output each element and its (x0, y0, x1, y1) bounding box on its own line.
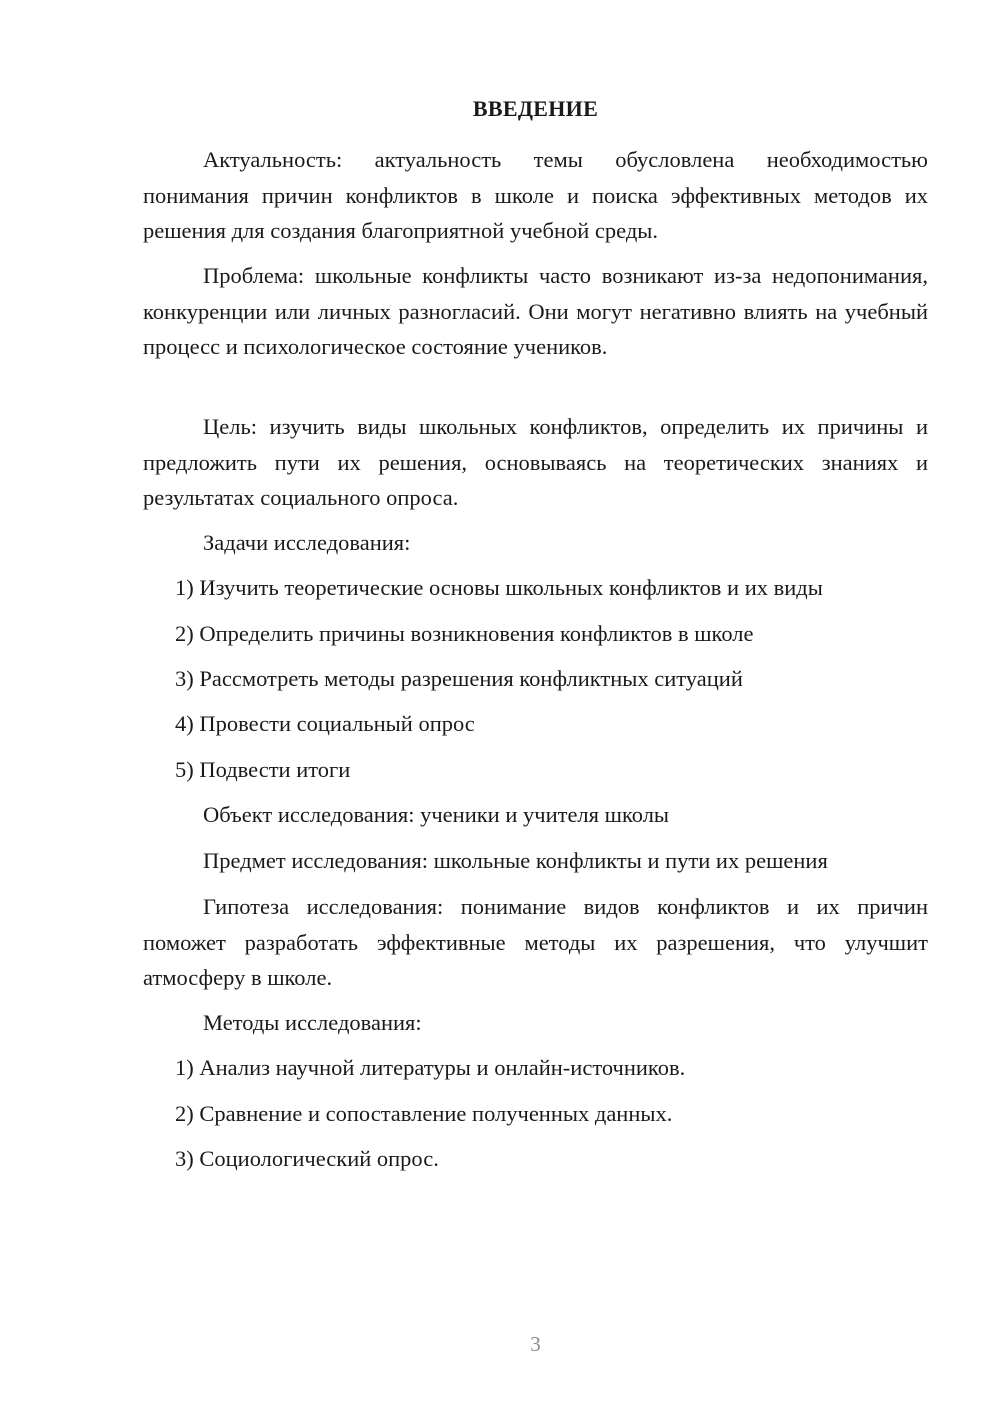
paragraph-relevance: Актуальность: актуальность темы обусловлена необходимостью понимания причин конфликтов в школе и поиска эффективных методов их решения для создания благоприятной учебной среды. (143, 147, 928, 243)
page-number: 3 (530, 1332, 541, 1356)
paragraph-problem: Проблема: школьные конфликты часто возникают из-за недопонимания, конкуренции или личных разногласий. Они могут негативно влиять на учебный процесс и психологическое состояние учеников. (143, 263, 928, 359)
method-item: 2) Сравнение и сопоставление полученных данных. (175, 1101, 673, 1126)
tasks-title: Задачи исследования: (203, 530, 411, 555)
task-item: 4) Провести социальный опрос (175, 711, 475, 736)
task-item: 3) Рассмотреть методы разрешения конфликтных ситуаций (175, 666, 743, 691)
method-item: 1) Анализ научной литературы и онлайн-источников. (175, 1055, 686, 1080)
research-subject: Предмет исследования: школьные конфликты и пути их решения (203, 848, 828, 873)
method-item: 3) Социологический опрос. (175, 1146, 439, 1171)
paragraph-goal: Цель: изучить виды школьных конфликтов, определить их причины и предложить пути их решения, основываясь на теоретических знаниях и результатах социального опроса. (143, 414, 928, 510)
section-heading: ВВЕДЕНИЕ (472, 96, 599, 121)
task-item: 1) Изучить теоретические основы школьных конфликтов и их виды (175, 575, 823, 600)
research-object: Объект исследования: ученики и учителя школы (203, 802, 670, 827)
task-item: 5) Подвести итоги (175, 757, 351, 782)
paragraph-hypothesis: Гипотеза исследования: понимание видов конфликтов и их причин поможет разработать эффективные методы их разрешения, что улучшит атмосферу в школе. (143, 894, 928, 990)
methods-title: Методы исследования: (203, 1010, 422, 1035)
task-item: 2) Определить причины возникновения конфликтов в школе (175, 621, 754, 646)
document-page (143, 0, 928, 1414)
